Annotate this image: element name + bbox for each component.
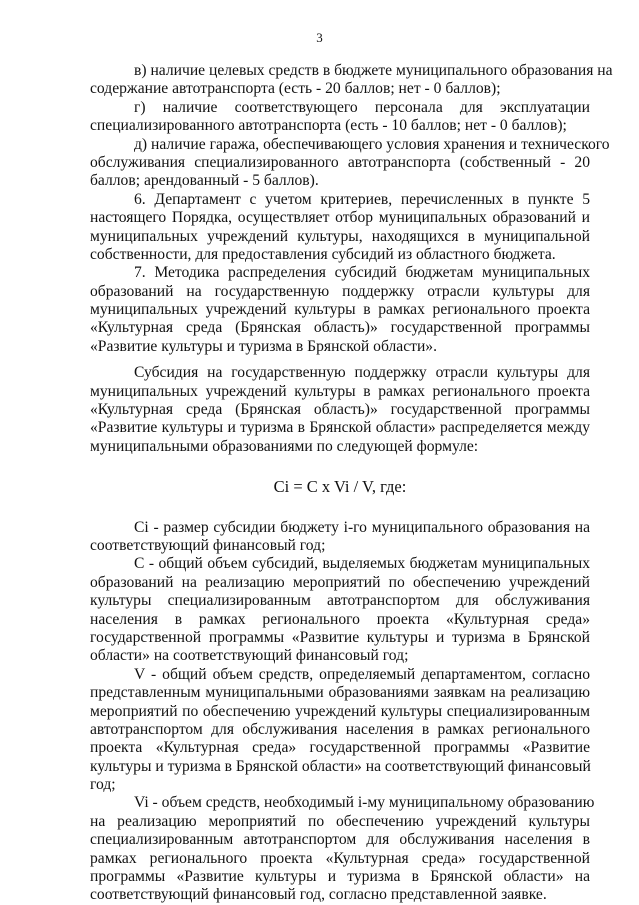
text-line: баллов; арендованный - 5 баллов). [90,172,319,190]
paragraph-point-7 [90,264,590,356]
text-line: «Культурная среда (Брянская область)» государственной программы [90,319,590,337]
spacer [90,356,590,364]
text-line: год; [90,776,116,794]
text-line: соответствующий финансовый год, согласно представленной заявке. [90,886,547,904]
text-line: обслуживания специализированного автотранспорта (собственный - 20 [90,153,590,171]
text-line: культуры специализированным автотранспортом для обслуживания [90,592,590,610]
text-line: д) наличие гаража, обеспечивающего условия хранения и технического [134,135,610,153]
text-line: специализированным автотранспортом для обслуживания населения в [90,831,590,849]
text-line: «Развитие культуры и туризма в Брянской области». [90,337,437,355]
definition-vi [90,794,595,904]
text-line: собственности, для предоставления субсидий из областного бюджета. [90,245,556,263]
definition-v [90,666,590,795]
text-line: муниципальных учреждений культуры, находящихся в муниципальной [90,227,590,245]
formula: Ci = C x Vi / V, где: [273,477,407,497]
text-line: населения в рамках регионального проекта «Культурная среда» [90,610,590,628]
text-line: программы «Развитие культуры и туризма в Брянской области» на [90,868,590,886]
text-line: 6. Департамент с учетом критериев, перечисленных в пункте 5 [134,190,590,208]
text-line: мероприятий по обеспечению учреждений культуры специализированным [90,702,590,720]
spacer [90,497,590,519]
text-line: образований на реализацию мероприятий по обеспечению учреждений [90,573,590,591]
text-line: «Развитие культуры и туризма в Брянской области» распределяется между [90,419,590,437]
text-line: культуры и туризма в Брянской области» на соответствующий финансовый [90,757,591,775]
text-line: г) наличие соответствующего персонала для эксплуатации [134,98,590,116]
definition-c [90,555,590,665]
text-line: государственной программы «Развитие культуры и туризма в Брянской [90,628,590,646]
text-line: Vi - объем средств, необходимый i-му муниципальному образованию [134,794,595,812]
text-line: Ci - размер субсидии бюджету i-го муниципального образования на [134,518,590,536]
text-line: проекта «Культурная среда» государственной программы «Развитие [90,739,590,757]
paragraph-item-g [90,99,590,136]
text-line: представленным муниципальными образованиями заявкам на реализацию [90,684,590,702]
text-line: области» на соответствующий финансовый год; [90,647,409,665]
text-line: соответствующий финансовый год; [90,536,326,554]
text-line: на реализацию мероприятий по обеспечению учреждений культуры [90,812,590,830]
paragraph-subsidy-intro [90,364,590,456]
text-line: содержание автотранспорта (есть - 20 баллов; нет - 0 баллов); [90,80,501,98]
text-line: «Культурная среда (Брянская область)» государственной программы [90,401,590,419]
document-body [90,62,613,905]
page-number: 3 [316,30,323,45]
text-line: образований на государственную поддержку отрасли культуры для [90,282,590,300]
text-line: V - общий объем средств, определяемый департаментом, согласно [134,665,590,683]
text-line: специализированного автотранспорта (есть - 10 баллов; нет - 0 баллов); [90,117,567,135]
text-line: настоящего Порядка, осуществляет отбор муниципальных образований и [90,209,590,227]
text-line: рамках регионального проекта «Культурная среда» государственной [90,849,590,867]
spacer [90,456,590,478]
text-line: 7. Методика распределения субсидий бюджетам муниципальных [134,264,590,282]
definition-ci [90,519,590,556]
text-line: муниципальных учреждений культуры в рамках регионального проекта [90,301,590,319]
text-line: автотранспортом для обслуживания населения в рамках регионального [90,720,590,738]
paragraph-item-v [90,62,613,99]
text-line: в) наличие целевых средств в бюджете муниципального образования на [134,62,613,79]
paragraph-item-d [90,135,610,191]
text-line: Субсидия на государственную поддержку отрасли культуры для [134,364,590,382]
text-line: C - общий объем субсидий, выделяемых бюджетам муниципальных [134,555,590,573]
text-line: муниципальными образованиями по следующей формуле: [90,437,479,455]
text-line: муниципальных учреждений культуры в рамках регионального проекта [90,382,590,400]
paragraph-point-6 [90,191,590,265]
